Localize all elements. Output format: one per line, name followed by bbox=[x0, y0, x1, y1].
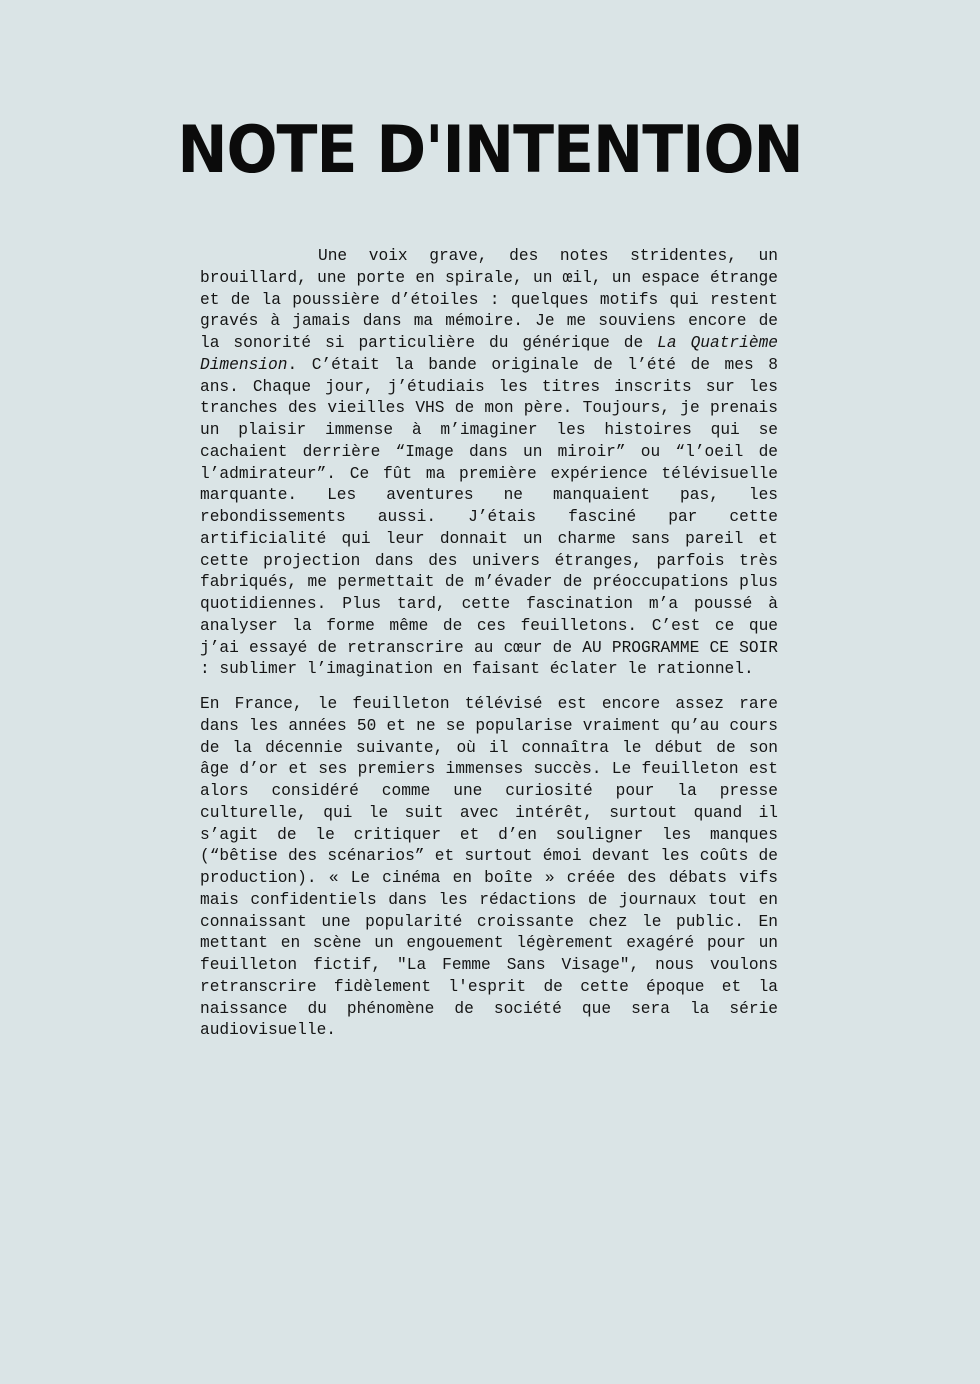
paragraph-intro-text-end: . C’était la bande originale de l’été de mes 8 ans. Chaque jour, j’étudiais les titres inscrits sur les tranches des vieilles VHS de mon père. Toujours, je prenais un plaisir immense à m’imaginer les histoires qui se cachaient derrière “Image dans un miroir” ou “l’oeil de l’admirateur”. Ce fût ma première expérience télévisuelle marquante. Les aventures ne manquaient pas, les rebondissements aussi. J’étais fasciné par cette artificialité qui leur donnait un charme sans pareil et cette projection dans des univers étranges, parfois très fabriqués, me permettait de m’évader de préoccupations plus quotidiennes. Plus tard, cette fascination m’a poussé à analyser la forme même de ces feuilletons. C’est ce que j’ai essayé de retranscrire au cœur de AU PROGRAMME CE SOIR : sublimer l’imagination en faisant éclater le rationnel. bbox=[200, 355, 778, 679]
paragraph-context: En France, le feuilleton télévisé est encore assez rare dans les années 50 et ne se popularise vraiment qu’au cours de la décennie suivante, où il connaîtra le début de son âge d’or et ses premiers immenses succès. Le feuilleton est alors considéré comme une curiosité pour la presse culturelle, qui le suit avec intérêt, surtout quand il s’agit de le critiquer et d’en souligner les manques (“bêtise des scénarios” et surtout émoi devant les coûts de production). « Le cinéma en boîte » créée des débats vifs mais confidentiels dans les rédactions de journaux tout en connaissant une popularité croissante chez le public. En mettant en scène un engouement légèrement exagéré pour un feuilleton fictif, "La Femme Sans Visage", nous voulons retranscrire fidèlement l'esprit de cette époque et la naissance du phénomène de société que sera la série audiovisuelle. bbox=[200, 695, 778, 1040]
page-title: NOTE D'INTENTION bbox=[177, 112, 803, 189]
document-body bbox=[200, 246, 778, 1055]
show-title-italic: La Quatrième Dimension bbox=[200, 334, 778, 374]
paragraph-intro bbox=[200, 246, 778, 681]
paragraph-intro-text-start: Une voix grave, des notes stridentes, un brouillard, une porte en spirale, un œil, un espace étrange et de la poussière d’étoiles : quelques motifs qui restent gravés à jamais dans ma mémoire. Je me souviens encore de la sonorité si particulière du générique de bbox=[200, 247, 778, 352]
